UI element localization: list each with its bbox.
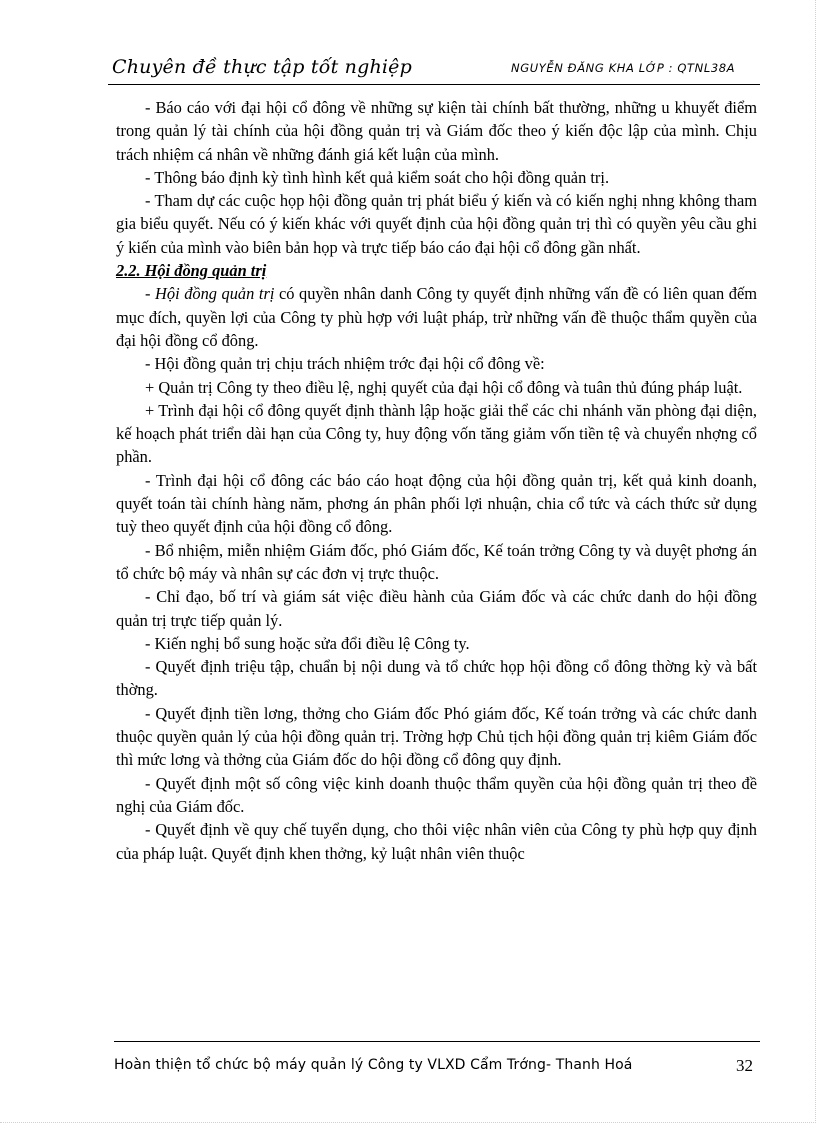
paragraph: + Trình đại hội cổ đông quyết định thành lập hoặc giải thể các chi nhánh văn phòng đại diện, kế hoạch phát triển dài hạn của Công ty, huy động vốn tăng giảm vốn tiền tệ và chuyển nhợng cổ phần.	[116, 400, 757, 467]
lead-dash: -	[145, 284, 156, 304]
header-author: NGUYỄN ĐĂNG KHA LỚP : QTNL38A	[511, 61, 736, 75]
footer-divider	[114, 1041, 760, 1042]
paragraph: - Quyết định tiền lơng, thởng cho Giám đốc Phó giám đốc, Kế toán trởng và các chức danh thuộc quyền quản lý của hội đồng quản trị. Trờng hợp Chủ tịch hội đồng quản trị kiêm Giám đốc thì mức lơng và thởng của Giám đốc do hội đồng cổ đông quy định.	[116, 703, 757, 770]
footer-title: Hoàn thiện tổ chức bộ máy quản lý Công ty VLXD Cẩm Trớng- Thanh Hoá	[114, 1057, 633, 1073]
paragraph: - Quyết định một số công việc kinh doanh thuộc thẩm quyền của hội đồng quản trị theo đề nghị của Giám đốc.	[116, 773, 757, 816]
lead-rest: có quyền nhân danh Công ty quyết định những vấn đề có liên quan đếm mục đích, quyền lợi của Công ty phù hợp với luật pháp, trừ những vấn đề thuộc thẩm quyền của đại hội đồng cổ đông.	[116, 284, 757, 350]
paragraph: - Kiến nghị bổ sung hoặc sửa đổi điều lệ Công ty.	[145, 633, 470, 653]
paragraph: - Trình đại hội cổ đông các báo cáo hoạt động của hội đồng quản trị, kết quả kinh doanh, quyết toán tài chính hàng năm, phơng án phân phối lợi nhuận, chia cổ tức và cách thức sử dụng tuỳ theo quyết định của hội đồng cổ đông.	[116, 470, 757, 537]
paragraph: - Báo cáo với đại hội cổ đông về những sự kiện tài chính bất thường, những u khuyết điểm trong quản lý tài chính của hội đồng quản trị và Giám đốc theo ý kiến độc lập của mình. Chịu trách nhiệm cá nhân về những đánh giá kết luận của mình.	[116, 98, 757, 164]
paragraph: - Bổ nhiệm, miễn nhiệm Giám đốc, phó Giám đốc, Kế toán trởng Công ty và duyệt phơng án tổ chức bộ máy và nhân sự các đơn vị trực thuộc.	[116, 540, 757, 583]
paragraph: + Quản trị Công ty theo điều lệ, nghị quyết của đại hội cổ đông và tuân thủ đúng pháp luật.	[145, 377, 743, 397]
paragraph: - Quyết định về quy chế tuyển dụng, cho thôi việc nhân viên của Công ty phù hợp quy định của pháp luật. Quyết định khen thởng, kỷ luật nhân viên thuộc	[116, 820, 757, 863]
section-title: 2.2. Hội đồng quản trị	[116, 261, 267, 281]
paragraph: - Thông báo định kỳ tình hình kết quả kiểm soát cho hội đồng quản trị.	[145, 167, 610, 187]
paragraph: - Tham dự các cuộc họp hội đồng quản trị phát biểu ý kiến và có kiến nghị nhng không tham gia biểu quyết. Nếu có ý kiến khác với quyết định của hội đồng quản trị thì có quyền yêu cầu ghi ý kiến của mình vào biên bản họp và trực tiếp báo cáo đại hội cổ đông gần nhất.	[116, 191, 757, 257]
page-number: 32	[736, 1056, 753, 1075]
paragraph: - Hội đồng quản trị chịu trách nhiệm trớc đại hội cổ đông về:	[145, 354, 545, 374]
section-lead-paragraph	[116, 282, 757, 352]
paragraph: - Chỉ đạo, bố trí và giám sát việc điều hành của Giám đốc và các chức danh do hội đồng quản trị trực tiếp quản lý.	[116, 587, 757, 630]
body-text	[116, 96, 757, 865]
header-title: Chuyên đề thực tập tốt nghiệp	[112, 56, 412, 78]
lead-term: Hội đồng quản trị	[155, 284, 275, 304]
paragraph: - Quyết định triệu tập, chuẩn bị nội dung và tổ chức họp hội đồng cổ đông thờng kỳ và bất thờng.	[116, 657, 757, 700]
page-header	[108, 50, 760, 85]
